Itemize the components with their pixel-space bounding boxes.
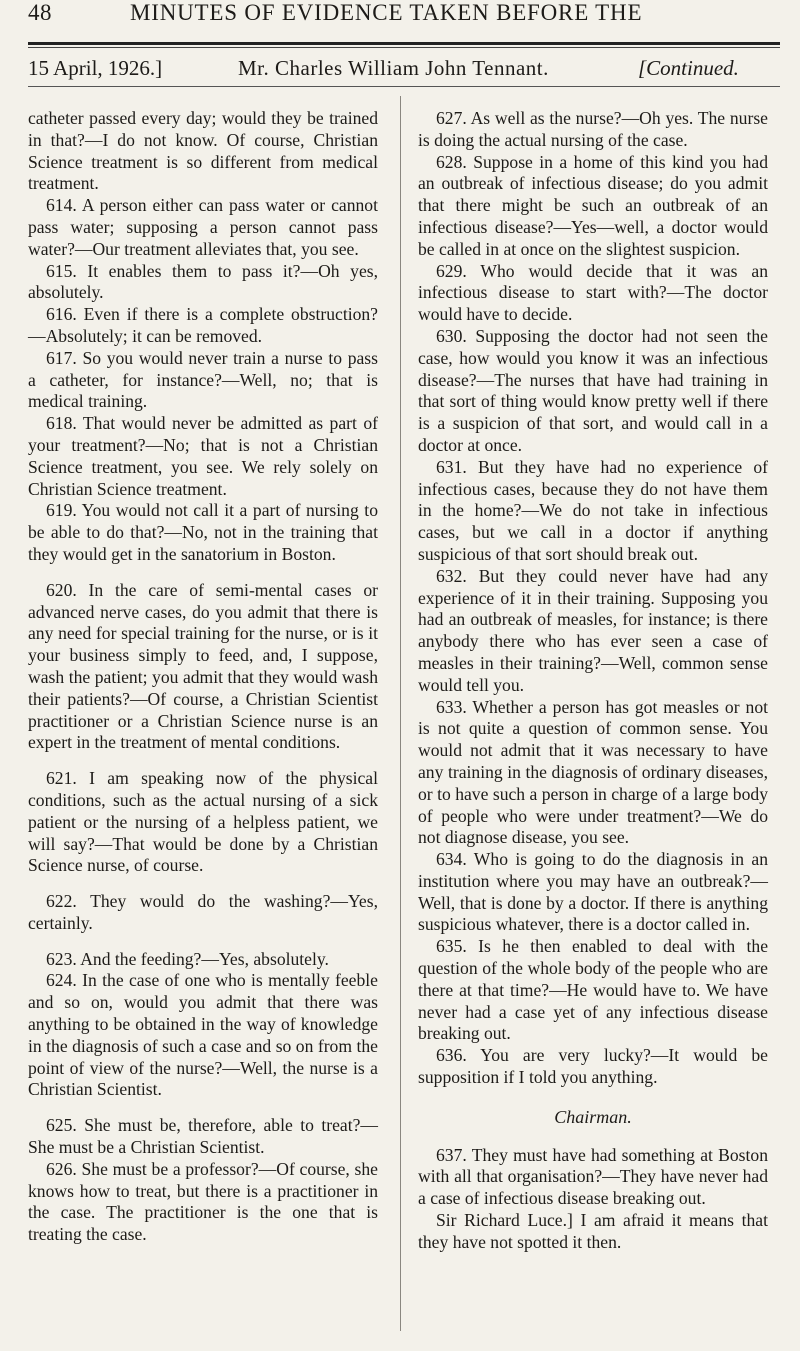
paragraph: 627. As well as the nurse?—Oh yes. The nurse is doing the actual nursing of the case. (418, 108, 768, 150)
paragraph: 632. But they could never have had any experience of it in their training. Supposing you had an outbreak of measles, for instance; is there anybody there who has ever seen a case of measles in their training?—Well, common sense would tell you. (418, 565, 768, 695)
paragraph: 634. Who is going to do the diagnosis in an institution where you may have an outbreak?—Well, that is done by a doctor. If there is anything suspicious whatever, there is a doctor called in. (418, 849, 768, 935)
paragraph: 620. In the care of semi-mental cases or advanced nerve cases, do you admit that there is any need for special training for the nurse, or is it your business simply to feed, and, I suppose, wash the patient; you admit that they would wash their patients?—Of course, a Christian Scientist practitioner or a Christian Science nurse is an expert in the treatment of mental conditions. (28, 579, 378, 753)
paragraph: 629. Who would decide that it was an infectious disease to start with?—The doctor would have to decide. (418, 260, 768, 325)
header-rule (28, 42, 780, 45)
running-title: MINUTES OF EVIDENCE TAKEN BEFORE THE (130, 0, 643, 25)
header-rule-thin (28, 47, 780, 48)
paragraph: 628. Suppose in a home of this kind you had an outbreak of infectious disease; do you admit that there might be such an outbreak of an infectious disease?—Yes—well, a doctor would be called in at once on the slightest suspicion. (418, 151, 768, 259)
paragraph: 635. Is he then enabled to deal with the question of the whole body of the people who are there at that time?—He would have to. We have never had a case yet of any infectious disease breaking out. (418, 936, 768, 1044)
paragraph: 630. Supposing the doctor had not seen the case, how would you know it was an infectious disease?—The nurses that have had training in that sort of thing would know pretty well if there is a suspicion of that sort, and would call in a doctor at once. (418, 325, 768, 455)
paragraph: 624. In the case of one who is mentally feeble and so on, would you admit that there was anything to be obtained in the way of knowledge in the diagnosis of such a case and so on from the point of view of the nurse?—Well, the nurse is a Christian Scientist. (28, 970, 378, 1100)
paragraph: 623. And the feeding?—Yes, absolutely. (46, 948, 329, 969)
paragraph: 621. I am speaking now of the physical conditions, such as the actual nursing of a sick patient or the nursing of a helpless patient, we will say?—That would be done by a Christian Science nurse, of course. (28, 768, 378, 876)
paragraph: 631. But they have had no experience of infectious cases, because they do not have them in the home?—We do not take in infectious cases, but we call in a doctor if anything suspicious of that sort should break out. (418, 456, 768, 564)
paragraph: 626. She must be a professor?—Of course, she knows how to treat, but there is a practitioner in the case. The practitioner is the one that is treating the case. (28, 1158, 378, 1245)
session-date: 15 April, 1926.] (28, 56, 163, 80)
subheader-rule (28, 86, 780, 87)
paragraph: 618. That would never be admitted as part of your treatment?—No; that is not a Christian Science treatment, you see. We rely solely on Christian Science treatment. (28, 413, 378, 499)
speaker-heading: Chairman. (554, 1106, 632, 1127)
witness-name: Mr. Charles William John Tennant. (238, 56, 549, 80)
running-head (28, 0, 780, 48)
paragraph: 637. They must have had something at Boston with all that organisation?—They have never had a case of infectious disease breaking out. (418, 1144, 768, 1209)
paragraph: 625. She must be, therefore, able to treat?—She must be a Christian Scientist. (28, 1115, 378, 1158)
continued-label: [Continued. (638, 56, 739, 80)
paragraph: 622. They would do the washing?—Yes, certainly. (28, 891, 378, 933)
paragraph: catheter passed every day; would they be trained in that?—I do not know. Of course, Christian Science treatment is so different from medical treatment. (28, 108, 378, 194)
paragraph: 636. You are very lucky?—It would be supposition if I told you anything. (418, 1045, 768, 1088)
paragraph: 617. So you would never train a nurse to pass a catheter, for instance?—Well, no; that is medical training. (28, 347, 378, 412)
paragraph: 619. You would not call it a part of nursing to be able to do that?—No, not in the training that they would get in the sanatorium in Boston. (28, 500, 378, 564)
subheader (28, 56, 780, 88)
column-divider (400, 96, 401, 1331)
right-column (418, 108, 768, 1254)
paragraph: Sir Richard Luce.] I am afraid it means that they have not spotted it then. (418, 1210, 768, 1252)
page-number: 48 (28, 0, 52, 25)
paragraph: 615. It enables them to pass it?—Oh yes, absolutely. (28, 260, 378, 303)
paragraph: 633. Whether a person has got measles or not is not quite a question of common sense. You would not admit that it was necessary to have any training in the diagnosis of ordinary diseases, or to have such a person in charge of a large body of people who were under treatment?—We do not diagnose disease, you see. (418, 696, 768, 848)
paragraph: 614. A person either can pass water or cannot pass water; supposing a person cannot pass water?—Our treatment alleviates that, you see. (28, 195, 378, 259)
paragraph: 616. Even if there is a complete obstruction?—Absolutely; it can be removed. (28, 304, 378, 346)
left-column (28, 108, 378, 1246)
